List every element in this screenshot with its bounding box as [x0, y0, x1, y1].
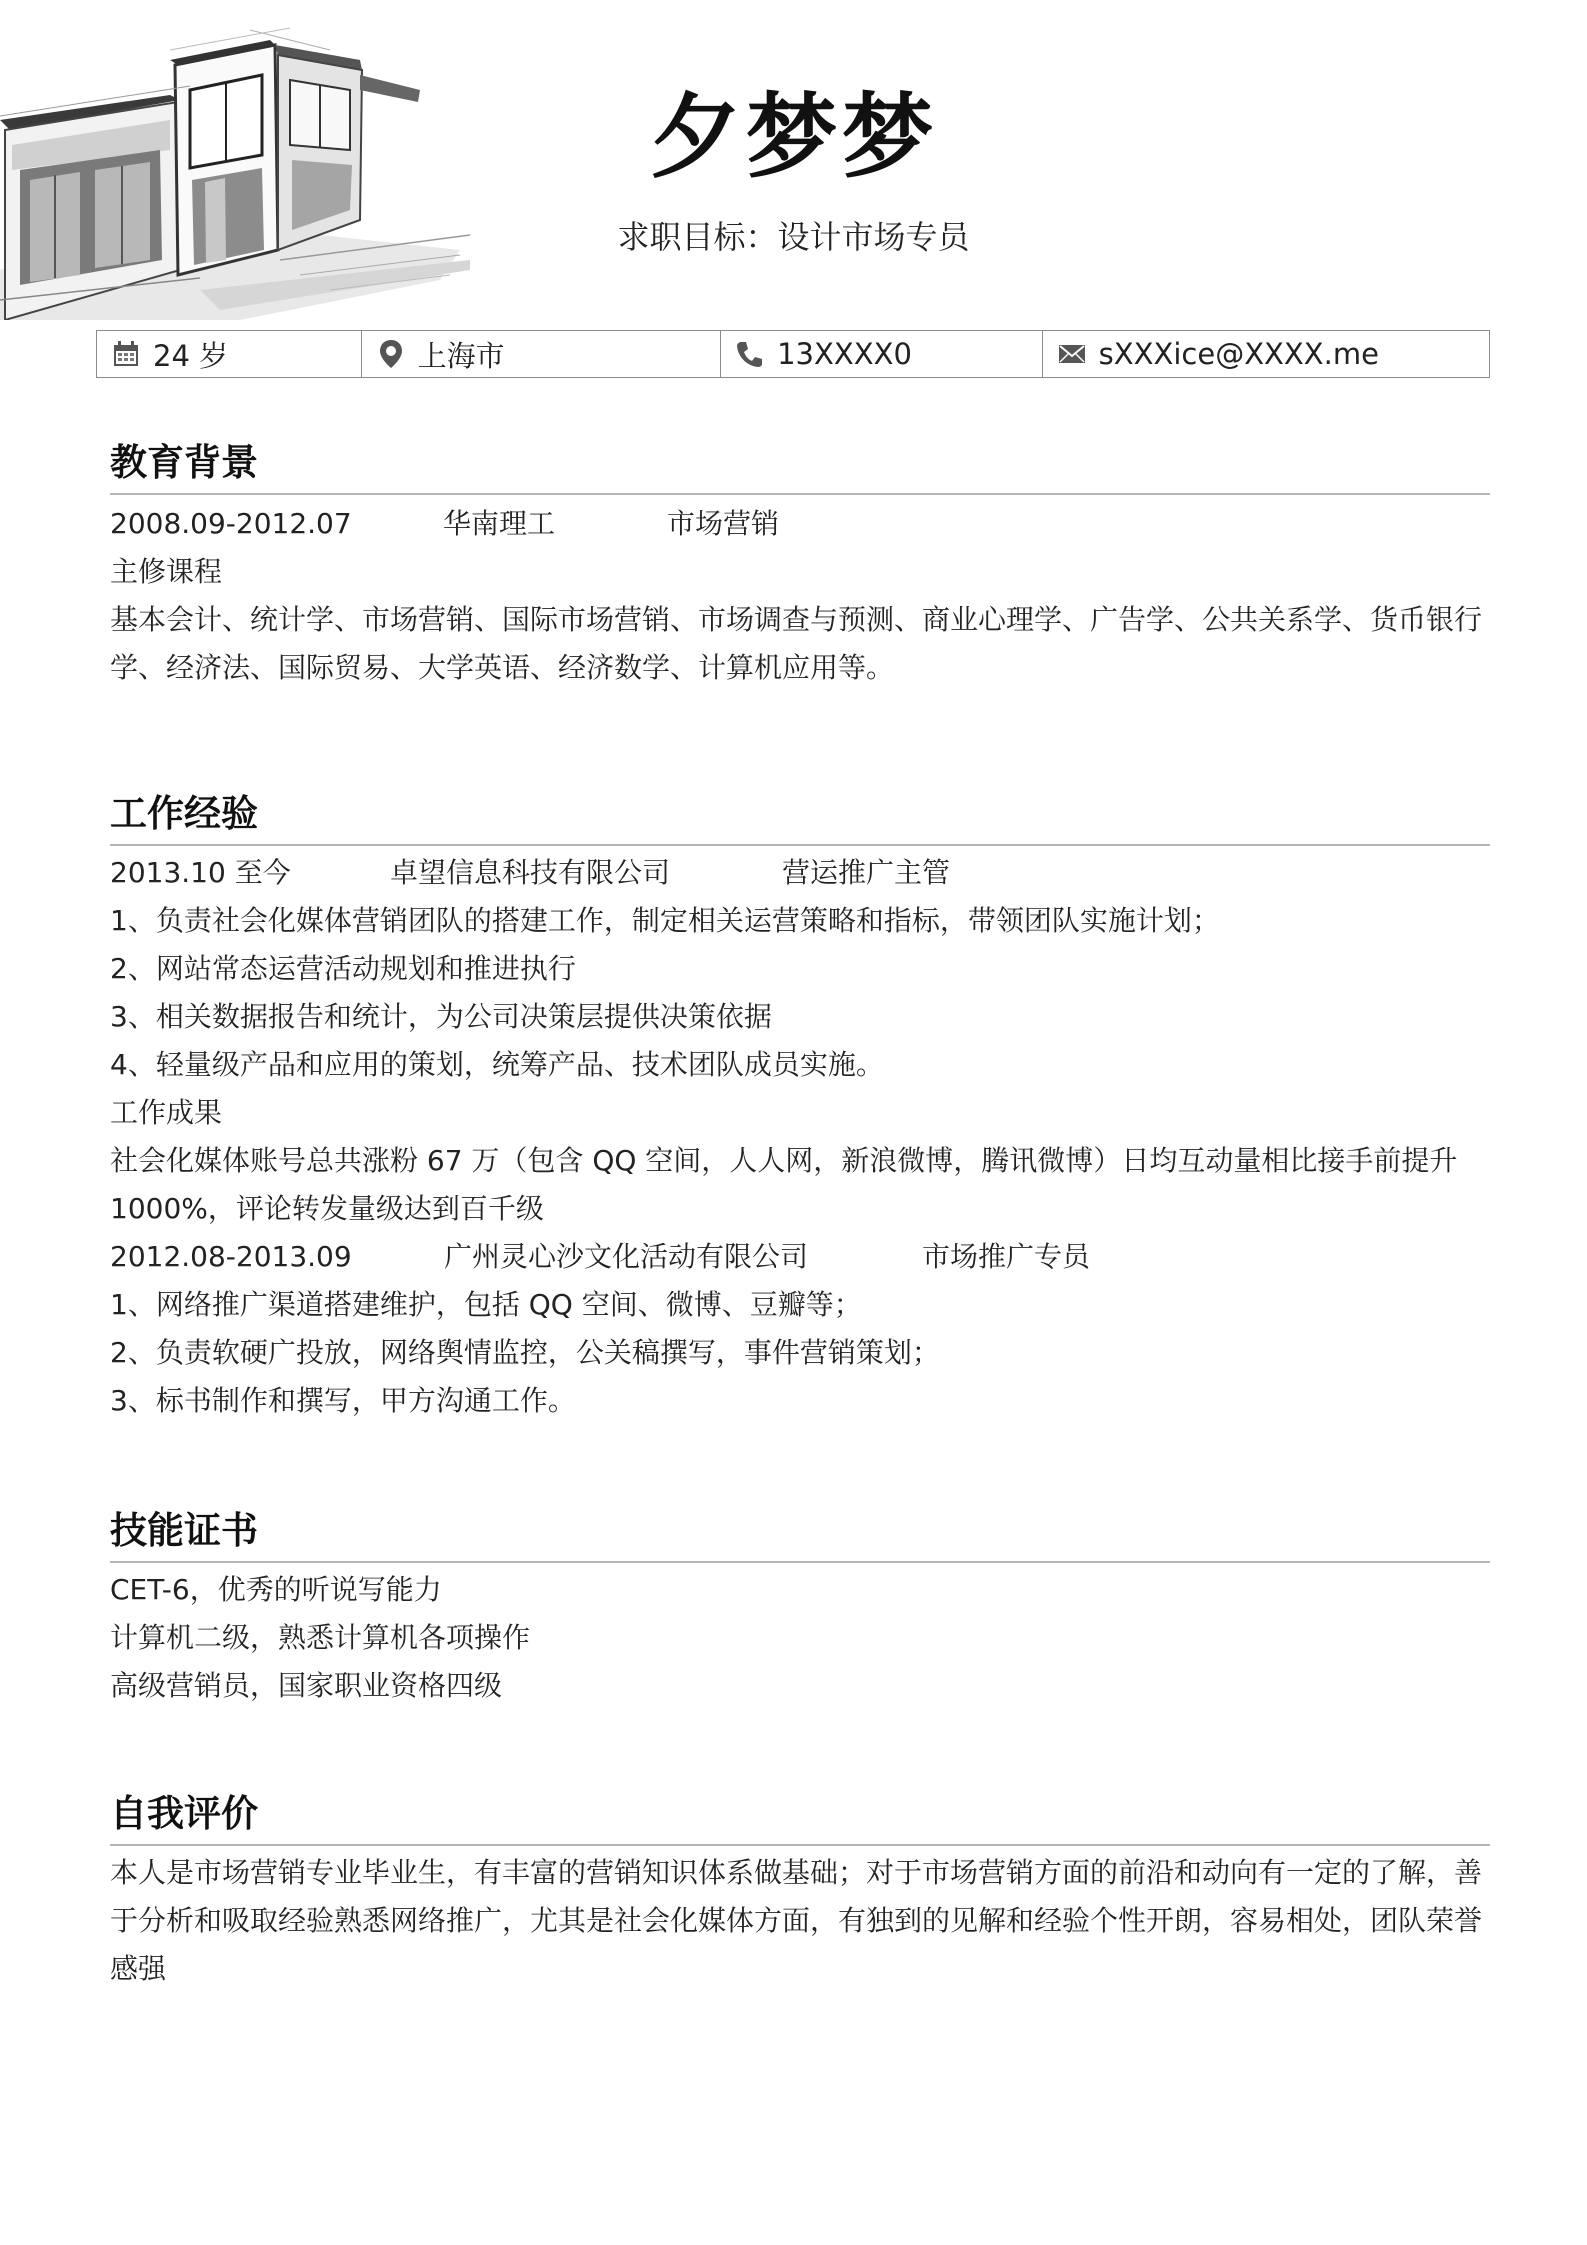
courses-line: 学、经济法、国际贸易、大学英语、经济数学、计算机应用等。: [110, 651, 895, 684]
calendar-icon: [111, 339, 141, 369]
job-duty: 2、负责软硬广投放，网络舆情监控，公关稿撰写，事件营销策划；: [110, 1336, 940, 1369]
edu-major: 市场营销: [667, 507, 780, 540]
envelope-icon: [1057, 339, 1087, 369]
job-objective: [0, 215, 1587, 259]
section-divider: [110, 1844, 1490, 1846]
section-skills: [110, 1506, 1490, 1702]
section-title: 教育背景: [110, 441, 258, 484]
job-entry-header: [110, 849, 1490, 897]
objective-label: 求职目标：: [617, 218, 778, 256]
section-title: 自我评价: [110, 1792, 258, 1835]
skill-item: 高级营销员，国家职业资格四级: [110, 1669, 503, 1702]
section-self-evaluation: [110, 1789, 1490, 1985]
phone-icon: [735, 339, 765, 369]
edu-period: 2008.09-2012.07: [110, 507, 352, 540]
edu-school: 华南理工: [443, 507, 556, 540]
self-eval-line: 于分析和吸取经验熟悉网络推广，尤其是社会化媒体方面，有独到的见解和经验个性开朗，容易相处，团队荣誉: [110, 1904, 1483, 1937]
info-phone: [721, 331, 1043, 377]
location-pin-icon: [376, 339, 406, 369]
age-text: 24 岁: [153, 338, 229, 373]
info-email: [1043, 331, 1489, 377]
courses-label: 主修课程: [110, 555, 223, 588]
contact-info-bar: [96, 330, 1490, 378]
info-age: [97, 331, 362, 377]
info-city: [362, 331, 721, 377]
job-duty: 3、标书制作和撰写，甲方沟通工作。: [110, 1384, 576, 1417]
courses-line: 基本会计、统计学、市场营销、国际市场营销、市场调查与预测、商业心理学、广告学、公共关系学、货币银行: [110, 603, 1483, 636]
job-company: 卓望信息科技有限公司: [390, 856, 671, 889]
section-education: [110, 438, 1490, 684]
results-line: 社会化媒体账号总共涨粉 67 万（包含 QQ 空间，人人网，新浪微博，腾讯微博）日均互动量相比接手前提升: [110, 1144, 1458, 1177]
job-duty: 3、相关数据报告和统计，为公司决策层提供决策依据: [110, 1000, 772, 1033]
candidate-name: 夕梦梦: [649, 84, 938, 191]
job-role: 市场推广专员: [922, 1240, 1091, 1273]
section-divider: [110, 844, 1490, 846]
job-duty: 2、网站常态运营活动规划和推进执行: [110, 952, 576, 985]
objective-value: 设计市场专员: [777, 218, 970, 256]
email-text: sXXXice@XXXX.me: [1098, 337, 1379, 371]
job-company: 广州灵心沙文化活动有限公司: [444, 1240, 809, 1273]
job-duty: 1、负责社会化媒体营销团队的搭建工作，制定相关运营策略和指标，带领团队实施计划；: [110, 904, 1220, 937]
job-duty: 1、网络推广渠道搭建维护，包括 QQ 空间、微博、豆瓣等；: [110, 1288, 862, 1321]
section-divider: [110, 493, 1490, 495]
city-text: 上海市: [417, 338, 505, 373]
section-divider: [110, 1561, 1490, 1563]
self-eval-line: 本人是市场营销专业毕业生，有丰富的营销知识体系做基础；对于市场营销方面的前沿和动向有一定的了解，善: [110, 1856, 1483, 1889]
results-label: 工作成果: [110, 1096, 223, 1129]
phone-text: 13XXXX0: [777, 337, 912, 371]
job-duty: 4、轻量级产品和应用的策划，统筹产品、技术团队成员实施。: [110, 1048, 884, 1081]
results-line: 1000%，评论转发量级达到百千级: [110, 1192, 544, 1225]
skill-item: CET-6，优秀的听说写能力: [110, 1573, 442, 1606]
job-period: 2013.10 至今: [110, 856, 291, 889]
self-eval-line: 感强: [110, 1952, 167, 1985]
job-role: 营运推广主管: [782, 856, 951, 889]
section-work-experience: [110, 789, 1490, 1417]
job-period: 2012.08-2013.09: [110, 1240, 352, 1273]
education-entry: [110, 500, 1490, 548]
job-entry-header: [110, 1233, 1490, 1281]
section-title: 技能证书: [110, 1509, 258, 1552]
section-title: 工作经验: [110, 792, 258, 835]
skill-item: 计算机二级，熟悉计算机各项操作: [110, 1621, 531, 1654]
